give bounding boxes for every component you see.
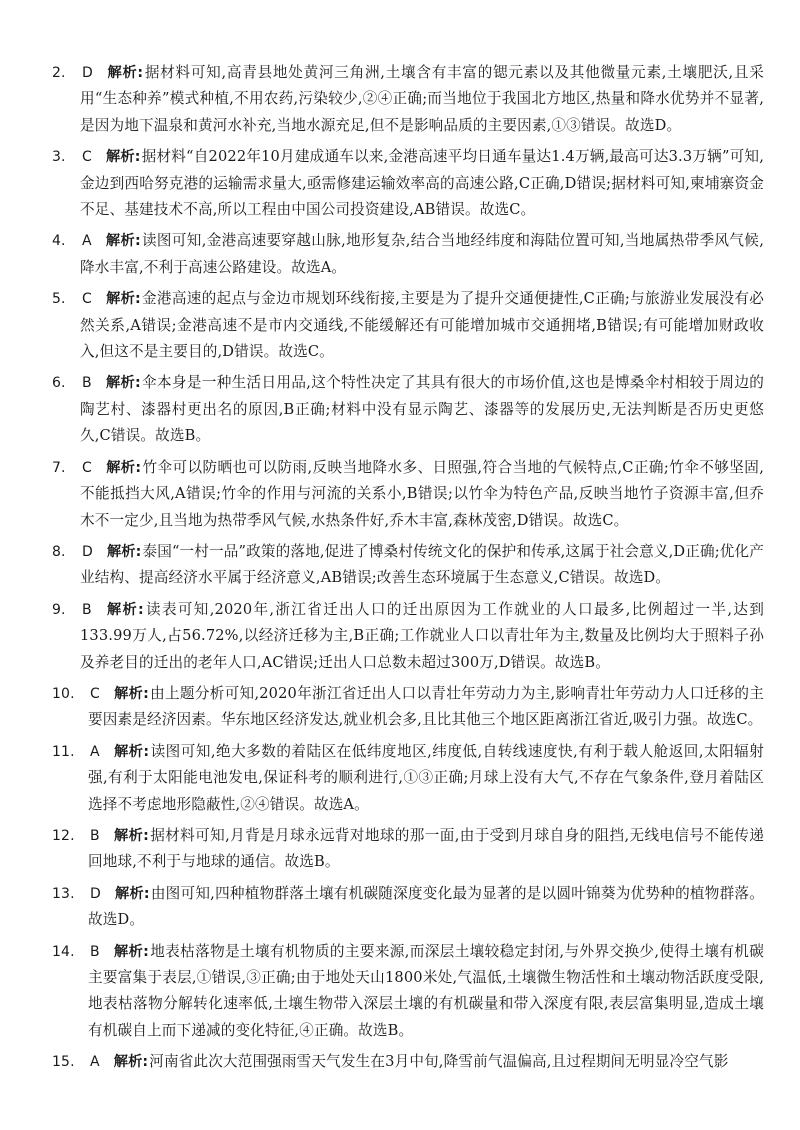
- answer-item-11: [52, 739, 764, 818]
- question-number: 6.: [52, 375, 66, 392]
- answer-item-12: [52, 823, 764, 876]
- answer-letter: A: [90, 1054, 100, 1071]
- answer-item-2: [52, 60, 764, 139]
- answer-letter: B: [90, 943, 100, 960]
- explanation-label: 解析:: [114, 885, 150, 902]
- answer-item-14: [52, 939, 764, 1045]
- explanation-text: 据材料可知,月背是月球永远背对地球的那一面,由于受到月球自身的阻挡,无线电信号不能传递回地球,不利于与地球的通信。故选B。: [88, 826, 765, 871]
- question-number: 11.: [52, 743, 75, 760]
- explanation-text: 伞本身是一种生活日用品,这个特性决定了其具有很大的市场价值,这也是博桑伞村相较于周边的陶艺村、漆器村更出名的原因,B正确;材料中没有显示陶艺、漆器等的发展历史,无法判断是否历史更悠久,C错误。故选B。: [80, 374, 765, 445]
- answer-letter: B: [82, 375, 92, 392]
- explanation-text: 据材料“自2022年10月建成通车以来,金港高速平均日通车量达1.4万辆,最高可达3.3万辆”可知,金边到西哈努克港的运输需求量大,亟需修建运输效率高的高速公路,C正确,D错误;据材料可知,柬埔寨资金不足、基建技术不高,所以工程由中国公司投资建设,AB错误。故选C。: [80, 148, 764, 219]
- answer-item-13: [52, 881, 764, 934]
- explanation-label: 解析:: [105, 233, 141, 250]
- answer-explanations-page: [52, 60, 764, 1081]
- question-number: 2.: [52, 65, 66, 81]
- explanation-label: 解析:: [106, 543, 142, 560]
- answer-item-3: [52, 144, 764, 223]
- question-number: 3.: [52, 149, 66, 166]
- explanation-text: 据材料可知,高青县地处黄河三角洲,土壤含有丰富的锶元素以及其他微量元素,土壤肥沃,且采用“生态种养”模式种植,不用农药,污染较少,②④正确;而当地位于我国北方地区,热量和降水优势并不显著,是因为地下温泉和黄河水补充,当地水源充足,但不是影响品质的主要因素,①③错误。故选D。: [80, 64, 765, 134]
- answer-item-8: [52, 539, 764, 592]
- explanation-text: 金港高速的起点与金边市规划环线衔接,主要是为了提升交通便捷性,C正确;与旅游业发展没有必然关系,A错误;金港高速不是市内交通线,不能缓解还有可能增加城市交通拥堵,B错误;有可能增加财政收入,但这不是主要目的,D错误。故选C。: [80, 290, 765, 361]
- answer-letter: C: [82, 149, 92, 166]
- explanation-label: 解析:: [106, 65, 144, 81]
- answer-letter: D: [82, 65, 93, 81]
- question-number: 7.: [52, 459, 66, 476]
- question-number: 15.: [52, 1054, 75, 1071]
- explanation-text: 读图可知,金港高速要穿越山脉,地形复杂,结合当地经纬度和海陆位置可知,当地属热带季风气候,降水丰富,不利于高速公路建设。故选A。: [80, 232, 765, 276]
- answer-item-15: [52, 1049, 764, 1075]
- question-number: 9.: [52, 601, 66, 618]
- explanation-text: 由图可知,四种植物群落土壤有机碳随深度变化最为显著的是以圆叶锦葵为优势种的植物群落。故选D。: [88, 884, 765, 929]
- explanation-text: 由上题分析可知,2020年浙江省迁出人口以青壮年劳动力为主,影响青壮年劳动力人口迁移的主要因素是经济因素。华东地区经济发达,就业机会多,且比其他三个地区距离浙江省近,吸引力强。故选C。: [88, 684, 765, 729]
- answer-item-9: [52, 597, 764, 676]
- question-number: 10.: [52, 685, 75, 702]
- explanation-label: 解析:: [105, 291, 141, 308]
- explanation-label: 解析:: [113, 743, 150, 760]
- answer-item-6: [52, 370, 764, 449]
- question-number: 5.: [52, 291, 66, 308]
- explanation-text: 河南省此次大范围强雨雪天气发生在3月中旬,降雪前气温偏高,且过程期间无明显冷空气影: [149, 1053, 729, 1071]
- explanation-text: 地表枯落物是土壤有机物质的主要来源,而深层土壤较稳定封闭,与外界交换少,使得土壤有机碳主要富集于表层,①错误,③正确;由于地处天山1800米处,气温低,土壤微生物活性和土壤动物活跃度受限,地表枯落物分解转化速率低,土壤生物带入深层土壤的有机碳量和带入深度有限,表层富集明显,造成土壤有机碳自上而下递减的变化特征,④正确。故选B。: [88, 942, 765, 1039]
- answer-letter: B: [82, 601, 92, 618]
- explanation-text: 读表可知,2020年,浙江省迁出人口的迁出原因为工作就业的人口最多,比例超过一半,达到133.99万人,占56.72%,以经济迁移为主,B正确;工作就业人口以青壮年为主,数量及比例均大于照料子孙及养老目的迁出的老年人口,AC错误;迁出人口总数未超过300万,D错误。故选B。: [80, 600, 764, 671]
- explanation-label: 解析:: [105, 149, 141, 166]
- explanation-text: 竹伞可以防晒也可以防雨,反映当地降水多、日照强,符合当地的气候特点,C正确;竹伞不够坚固,不能抵挡大风,A错误;竹伞的作用与河流的关系小,B错误;以竹伞为特色产品,反映当地竹子资源丰富,但乔木不一定少,且当地为热带季风气候,水热条件好,乔木丰富,森林茂密,D错误。故选C。: [80, 458, 764, 529]
- explanation-label: 解析:: [113, 827, 149, 844]
- question-number: 12.: [52, 827, 75, 844]
- answer-item-7: [52, 455, 764, 534]
- question-number: 8.: [52, 543, 66, 560]
- answer-item-4: [52, 228, 764, 281]
- answer-letter: C: [90, 685, 100, 702]
- answer-letter: D: [90, 885, 101, 902]
- explanation-label: 解析:: [105, 459, 142, 476]
- explanation-text: 泰国“一村一品”政策的落地,促进了博桑村传统文化的保护和传承,这属于社会意义,D正确;优化产业结构、提高经济水平属于经济意义,AB错误;改善生态环境属于生态意义,C错误。故选D。: [80, 542, 765, 587]
- explanation-label: 解析:: [113, 685, 149, 702]
- question-number: 13.: [52, 885, 75, 902]
- answer-item-10: [52, 681, 764, 734]
- explanation-label: 解析:: [113, 943, 149, 960]
- answer-letter: C: [82, 291, 92, 308]
- answer-letter: B: [90, 827, 100, 844]
- explanation-text: 读图可知,绝大多数的着陆区在低纬度地区,纬度低,自转线速度快,有利于载人舱返回,太阳辐射强,有利于太阳能电池发电,保证科考的顺利进行,①③正确;月球上没有大气,不存在气象条件,登月着陆区选择不考虑地形隐蔽性,②④错误。故选A。: [88, 742, 764, 813]
- explanation-label: 解析:: [105, 601, 144, 618]
- answer-letter: C: [82, 459, 92, 476]
- question-number: 14.: [52, 943, 75, 960]
- question-number: 4.: [52, 233, 66, 250]
- explanation-label: 解析:: [105, 375, 141, 392]
- answer-letter: A: [90, 743, 100, 760]
- answer-item-5: [52, 286, 764, 365]
- answer-letter: A: [82, 233, 92, 250]
- explanation-label: 解析:: [113, 1054, 149, 1071]
- answer-letter: D: [82, 543, 93, 560]
